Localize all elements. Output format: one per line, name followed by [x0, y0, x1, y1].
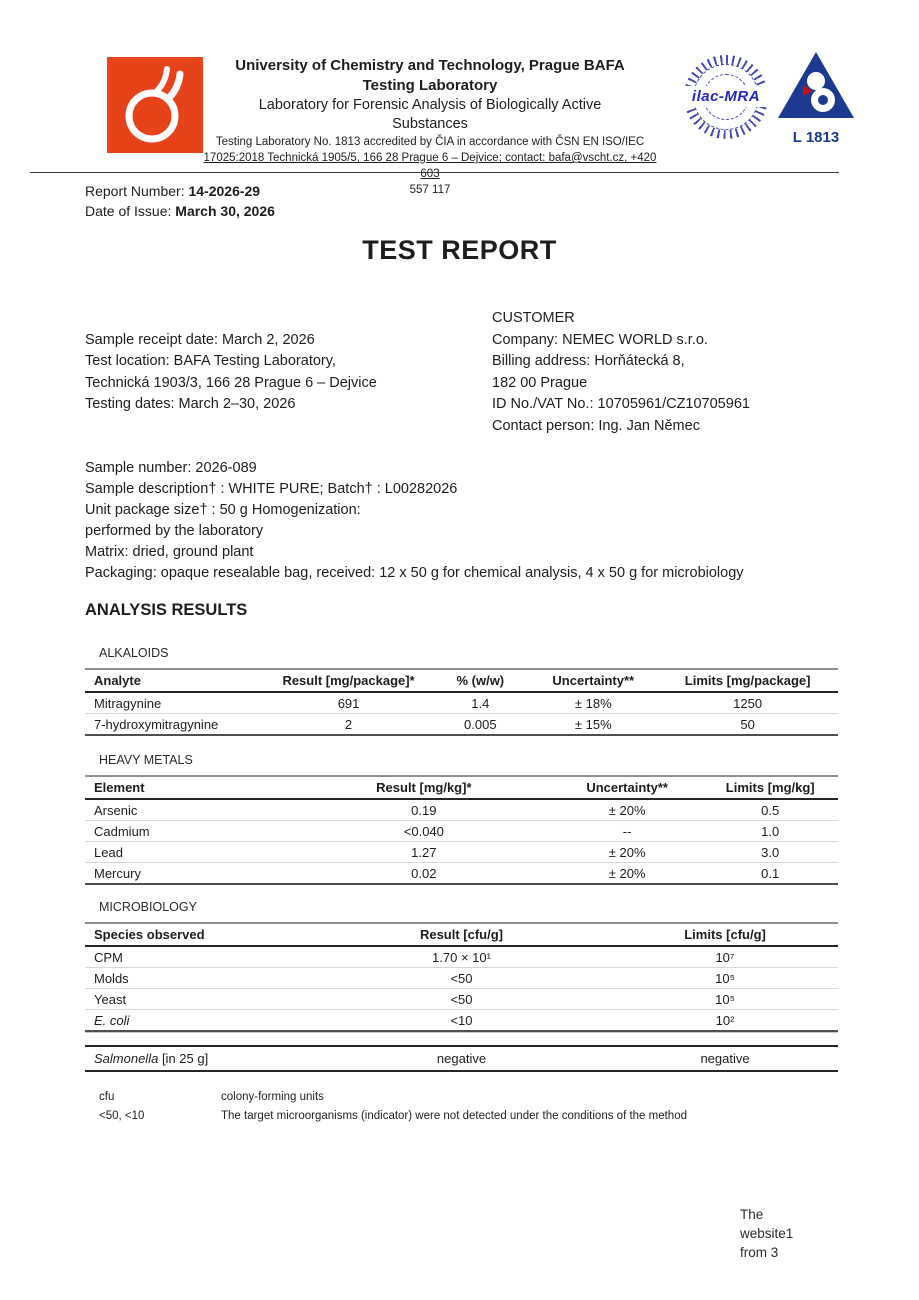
table-cell: Lead — [85, 842, 296, 863]
table-row — [85, 968, 838, 989]
footer-line: from 3 — [740, 1245, 779, 1260]
customer-heading: CUSTOMER — [492, 310, 575, 326]
table-cell: 0.005 — [431, 714, 529, 736]
table-cell: E. coli — [85, 1010, 311, 1032]
heavy-metals-label: HEAVY METALS — [99, 753, 193, 767]
customer-vat: ID No./VAT No.: 10705961/CZ10705961 — [492, 396, 750, 412]
report-number-value: 14-2026-29 — [188, 183, 261, 199]
ilac-mra-label: ilac-MRA — [679, 86, 773, 107]
ilac-mra-logo-icon — [684, 55, 768, 139]
unit-package-size: Unit package size† : 50 g Homogenization: — [85, 502, 361, 518]
heavy-metals-table — [85, 775, 838, 885]
testing-dates: Testing dates: March 2–30, 2026 — [85, 396, 296, 412]
table-cell: Cadmium — [85, 821, 296, 842]
table-cell: Molds — [85, 968, 311, 989]
customer-contact-person: Contact person: Ing. Jan Němec — [492, 417, 700, 434]
table-cell: <50 — [311, 968, 612, 989]
org-name-line1: University of Chemistry and Technology, Prague BAFA — [235, 57, 625, 74]
table-cell: 0.5 — [761, 802, 780, 818]
footnote-term: cfu — [99, 1091, 115, 1103]
lab-name-line2: Substances — [392, 116, 468, 132]
microbiology-label: MICROBIOLOGY — [99, 900, 197, 914]
salmonella-result-cell: negative — [436, 1051, 487, 1066]
footnote-definition: colony-forming units — [221, 1091, 324, 1103]
column-header: Species observed — [94, 927, 205, 942]
table-cell: 10⁵ — [612, 968, 838, 989]
table-cell: 2 — [266, 714, 432, 736]
table-cell: 10² — [612, 1010, 838, 1032]
cia-accreditation-logo — [776, 50, 856, 146]
footnotes — [99, 1088, 687, 1126]
table-row — [85, 799, 838, 821]
table-cell: <0.040 — [296, 821, 552, 842]
table-cell: 10⁷ — [715, 949, 735, 965]
column-header: Limits [mg/kg] — [725, 780, 815, 795]
page-footer — [740, 1205, 793, 1262]
table-cell: 691 — [337, 695, 360, 711]
table-header-row — [85, 669, 838, 692]
table-cell: <10 — [311, 1010, 612, 1032]
table-row — [85, 863, 838, 885]
sample-receipt-date: Sample receipt date: March 2, 2026 — [85, 331, 315, 348]
table-cell: 50 — [657, 714, 838, 736]
column-header: Uncertainty** — [552, 673, 635, 688]
table-header-row — [85, 923, 838, 946]
alkaloids-label: ALKALOIDS — [99, 646, 169, 660]
column-header: Element — [94, 780, 145, 795]
sample-description: Sample description† : WHITE PURE; Batch† : L00282026 — [85, 481, 458, 497]
column-header: Limits [mg/package] — [684, 673, 811, 688]
cia-triangle-icon — [776, 50, 856, 122]
table-row — [85, 946, 838, 968]
table-cell: 1.27 — [296, 842, 552, 863]
table-cell: -- — [552, 821, 703, 842]
header-divider — [30, 172, 839, 173]
table-cell: ± 15% — [529, 714, 657, 736]
report-meta — [85, 181, 275, 221]
microbiology-table — [85, 922, 838, 1032]
page-title: TEST REPORT — [362, 235, 557, 265]
customer-billing-address: Billing address: Horňátecká 8, — [492, 353, 685, 369]
salmonella-species-cell — [85, 1046, 311, 1071]
salmonella-suffix: [in 25 g] — [158, 1051, 209, 1066]
footnote-detection — [99, 1107, 687, 1126]
column-header: Result [mg/package]* — [282, 673, 415, 688]
table-cell: 3.0 — [702, 842, 838, 863]
sample-description-block — [85, 458, 744, 584]
cia-accreditation-number: L 1813 — [792, 129, 840, 146]
accreditation-line1: Testing Laboratory No. 1813 accredited by ČIA in accordance with ČSN EN ISO/IEC — [215, 136, 645, 148]
column-header: Limits [cfu/g] — [684, 927, 766, 942]
table-row — [85, 989, 838, 1010]
sample-number: Sample number: 2026-089 — [85, 460, 257, 476]
table-cell: ± 18% — [574, 695, 612, 711]
footer-line: The — [740, 1207, 764, 1222]
column-header: Result [cfu/g] — [419, 927, 504, 942]
salmonella-name: Salmonella — [94, 1051, 159, 1066]
table-cell: ± 20% — [608, 802, 646, 818]
table-cell: Arsenic — [94, 802, 138, 818]
footnote-term: <50, <10 — [99, 1110, 145, 1122]
table-cell: 10⁵ — [612, 989, 838, 1010]
table-cell: CPM — [94, 949, 123, 965]
analysis-results-heading: ANALYSIS RESULTS — [85, 601, 248, 619]
table-cell: ± 20% — [552, 842, 703, 863]
table-cell: 1.4 — [471, 695, 490, 711]
table-cell: Mitragynine — [94, 695, 162, 711]
customer-city: 182 00 Prague — [492, 374, 588, 391]
sample-packaging: Packaging: opaque resealable bag, received: 12 x 50 g for chemical analysis, 4 x 50 g for microbiology — [85, 565, 744, 581]
column-header: Result [mg/kg]* — [376, 780, 472, 795]
org-name-line2: Testing Laboratory — [362, 77, 498, 94]
date-of-issue-line: Date of Issue: March 30, 2026 — [85, 203, 275, 219]
accreditation-line2: 17025:2018 Technická 1905/5, 166 28 Prague 6 – Dejvice; contact: bafa@vscht.cz, +420 603 — [203, 152, 657, 180]
sample-matrix: Matrix: dried, ground plant — [85, 544, 254, 560]
table-header-row — [85, 776, 838, 799]
uct-prague-logo-icon — [107, 57, 203, 153]
footer-line: website1 — [740, 1226, 794, 1241]
accreditation-phone: 557 117 — [409, 184, 451, 196]
letterhead — [195, 56, 665, 198]
table-cell: 1.70 × 10¹ — [432, 949, 491, 965]
salmonella-table — [85, 1045, 838, 1072]
test-location-line2: Technická 1903/3, 166 28 Prague 6 – Dejvice — [85, 374, 377, 391]
customer-column — [492, 308, 838, 437]
salmonella-limit-cell: negative — [700, 1051, 750, 1066]
table-row — [85, 1046, 838, 1071]
lab-name-line1: Laboratory for Forensic Analysis of Biologically Active — [258, 97, 602, 113]
table-cell: 7-hydroxymitragynine — [85, 714, 266, 736]
table-cell: <50 — [311, 989, 612, 1010]
table-cell: Yeast — [85, 989, 311, 1010]
report-number-line: Report Number: 14-2026-29 — [85, 183, 261, 199]
table-cell: 0.1 — [702, 863, 838, 885]
column-header: % (w/w) — [456, 673, 505, 688]
test-location-line1: Test location: BAFA Testing Laboratory, — [85, 353, 336, 369]
table-row — [85, 821, 838, 842]
alkaloids-table — [85, 668, 838, 736]
date-of-issue-value: March 30, 2026 — [175, 203, 275, 219]
footnote-cfu — [99, 1088, 687, 1107]
table-cell: 1.0 — [702, 821, 838, 842]
table-cell: 0.19 — [411, 802, 437, 818]
table-row — [85, 842, 838, 863]
test-info-column — [85, 308, 492, 437]
column-header: Uncertainty** — [586, 780, 668, 795]
footnote-definition: The target microorganisms (indicator) were not detected under the conditions of the method — [221, 1110, 687, 1122]
table-cell: 0.02 — [296, 863, 552, 885]
table-cell: 1250 — [733, 695, 763, 711]
info-section — [85, 308, 838, 437]
table-cell: ± 20% — [552, 863, 703, 885]
table-row — [85, 714, 838, 736]
homogenization-note: performed by the laboratory — [85, 523, 264, 539]
table-row — [85, 1010, 838, 1032]
table-cell: Mercury — [85, 863, 296, 885]
section-divider — [85, 1032, 838, 1033]
table-row — [85, 692, 838, 714]
customer-company: Company: NEMEC WORLD s.r.o. — [492, 331, 708, 348]
column-header: Analyte — [94, 673, 141, 688]
